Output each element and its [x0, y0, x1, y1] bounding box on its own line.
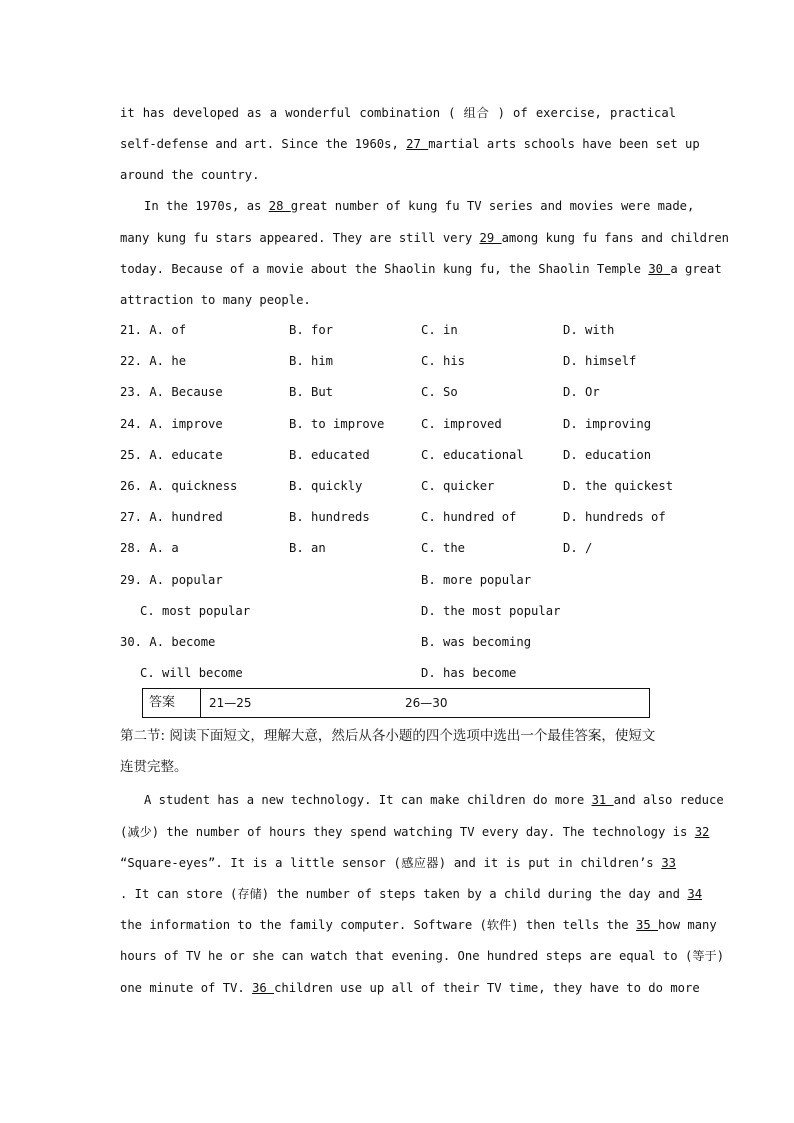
passage-text: hours of TV he or she can watch that evening. One hundred steps are equal to (等于) [120, 949, 725, 963]
question-22-option-a: 22. A. he [120, 354, 187, 369]
question-27-option-b: B. hundreds [289, 510, 370, 525]
passage-text: it has developed as a wonderful combination ( 组合 ) of exercise, practical [120, 106, 676, 120]
passage-text: martial arts schools have been set up [428, 137, 700, 151]
passage-text: around the country. [120, 168, 260, 182]
blank-33: 33 [661, 856, 676, 870]
question-21-option-a: 21. A. of [120, 323, 187, 337]
passage-line-4 [120, 197, 695, 215]
question-22-option-b: B. him [289, 354, 334, 369]
blank-36: 36 [252, 981, 275, 995]
passage-text: “Square-eyes”. It is a little sensor (感应器) and it is put in children’s [120, 856, 662, 870]
passage2-line-2 [120, 823, 710, 841]
section-heading-cont: 连贯完整。 [120, 759, 188, 775]
question-28-option-b: B. an [289, 541, 326, 556]
question-28-option-d: D. / [563, 541, 593, 556]
question-26-option-b: B. quickly [289, 479, 363, 493]
question-26-option-a: 26. A. quickness [120, 479, 238, 493]
passage2-line-6 [120, 947, 725, 965]
answer-label: 答案 [143, 689, 201, 717]
option-a: A. become [149, 635, 216, 649]
passage-line-3 [120, 166, 676, 184]
option-d: D. has become [421, 666, 517, 680]
answer-range-21-25: 21—25 [209, 696, 252, 710]
passage-text: . It can store (存储) the number of steps taken by a child during the day and [120, 887, 688, 901]
question-25-option-c: C. educational [421, 447, 524, 462]
passage-text: the information to the family computer. Software (软件) then tells the [120, 918, 636, 932]
blank-28: 28 [268, 199, 291, 213]
option-c: C. will become [140, 666, 243, 680]
passage-line-1 [120, 104, 676, 122]
passage-text: children use up all of their TV time, they have to do more [274, 981, 700, 995]
question-23-option-c: C. So [421, 385, 458, 400]
passage-text: In the 1970s, as [144, 199, 269, 213]
blank-30: 30 [648, 262, 671, 276]
passage-text: one minute of TV. [120, 981, 253, 995]
question-23-option-a: 23. A. Because [120, 385, 223, 400]
passage-text: A student has a new technology. It can make children do more [144, 793, 592, 807]
question-27-option-d: D. hundreds of [563, 510, 666, 525]
option-b: B. more popular [421, 573, 532, 587]
question-28-option-a: 28. A. a [120, 541, 179, 556]
passage-text: among kung fu fans and children [501, 231, 730, 245]
option-d: D. the most popular [421, 604, 561, 618]
passage-text: and also reduce [613, 793, 724, 807]
blank-32: 32 [694, 825, 710, 839]
question-26-option-d: D. the quickest [563, 479, 674, 493]
blank-31: 31 [591, 793, 614, 807]
blank-34: 34 [687, 887, 703, 901]
passage-text: (减少) the number of hours they spend watching TV every day. The technology is [120, 825, 695, 839]
passage-text: how many [658, 918, 717, 932]
passage2-line-5 [120, 916, 717, 934]
passage-line-6 [120, 260, 722, 278]
question-25-option-b: B. educated [289, 447, 370, 462]
blank-29: 29 [479, 231, 502, 245]
passage2-line-7 [120, 979, 700, 997]
question-24-option-b: B. to improve [289, 416, 385, 431]
passage-line-2 [120, 135, 700, 153]
question-24-option-d: D. improving [563, 416, 652, 431]
question-25-option-a: 25. A. educate [120, 447, 223, 462]
section-heading: 第二节: 阅读下面短文，理解大意，然后从各小题的四个选项中选出一个最佳答案，使短文 [120, 728, 656, 744]
question-21-option-b: B. for [289, 323, 334, 337]
blank-27: 27 [406, 137, 429, 151]
question-25-option-d: D. education [563, 447, 652, 462]
passage2-line-3 [120, 854, 676, 872]
option-c: C. most popular [140, 604, 251, 618]
option-a: A. popular [149, 573, 223, 587]
answer-range-26-30: 26—30 [405, 696, 448, 710]
question-24-option-a: 24. A. improve [120, 416, 223, 431]
answer-table [142, 688, 650, 718]
question-30-number: 30. A. become [120, 635, 216, 649]
option-b: B. was becoming [421, 635, 532, 649]
passage-line-5 [120, 229, 730, 247]
question-29-number: 29. A. popular [120, 573, 223, 587]
passage-line-7 [120, 291, 676, 309]
question-22-option-d: D. himself [563, 354, 637, 369]
passage-text: today. Because of a movie about the Shaolin kung fu, the Shaolin Temple [120, 262, 649, 276]
question-23-option-d: D. Or [563, 385, 600, 400]
passage-text: attraction to many people. [120, 293, 311, 307]
question-27-option-a: 27. A. hundred [120, 510, 223, 525]
question-21-option-c: C. in [421, 323, 458, 337]
question-23-option-b: B. But [289, 385, 334, 400]
passage2-line-1 [120, 791, 724, 809]
blank-35: 35 [636, 918, 659, 932]
question-28-option-c: C. the [421, 541, 466, 556]
question-24-option-c: C. improved [421, 416, 502, 431]
question-22-option-c: C. his [421, 354, 466, 369]
passage2-line-4 [120, 885, 703, 903]
question-26-option-c: C. quicker [421, 479, 495, 493]
passage-text: great number of kung fu TV series and movies were made, [290, 199, 695, 213]
passage-text: many kung fu stars appeared. They are still very [120, 231, 480, 245]
passage-text: a great [670, 262, 722, 276]
question-27-option-c: C. hundred of [421, 510, 517, 525]
question-21-option-d: D. with [563, 323, 615, 337]
passage-text: self-defense and art. Since the 1960s, [120, 137, 407, 151]
